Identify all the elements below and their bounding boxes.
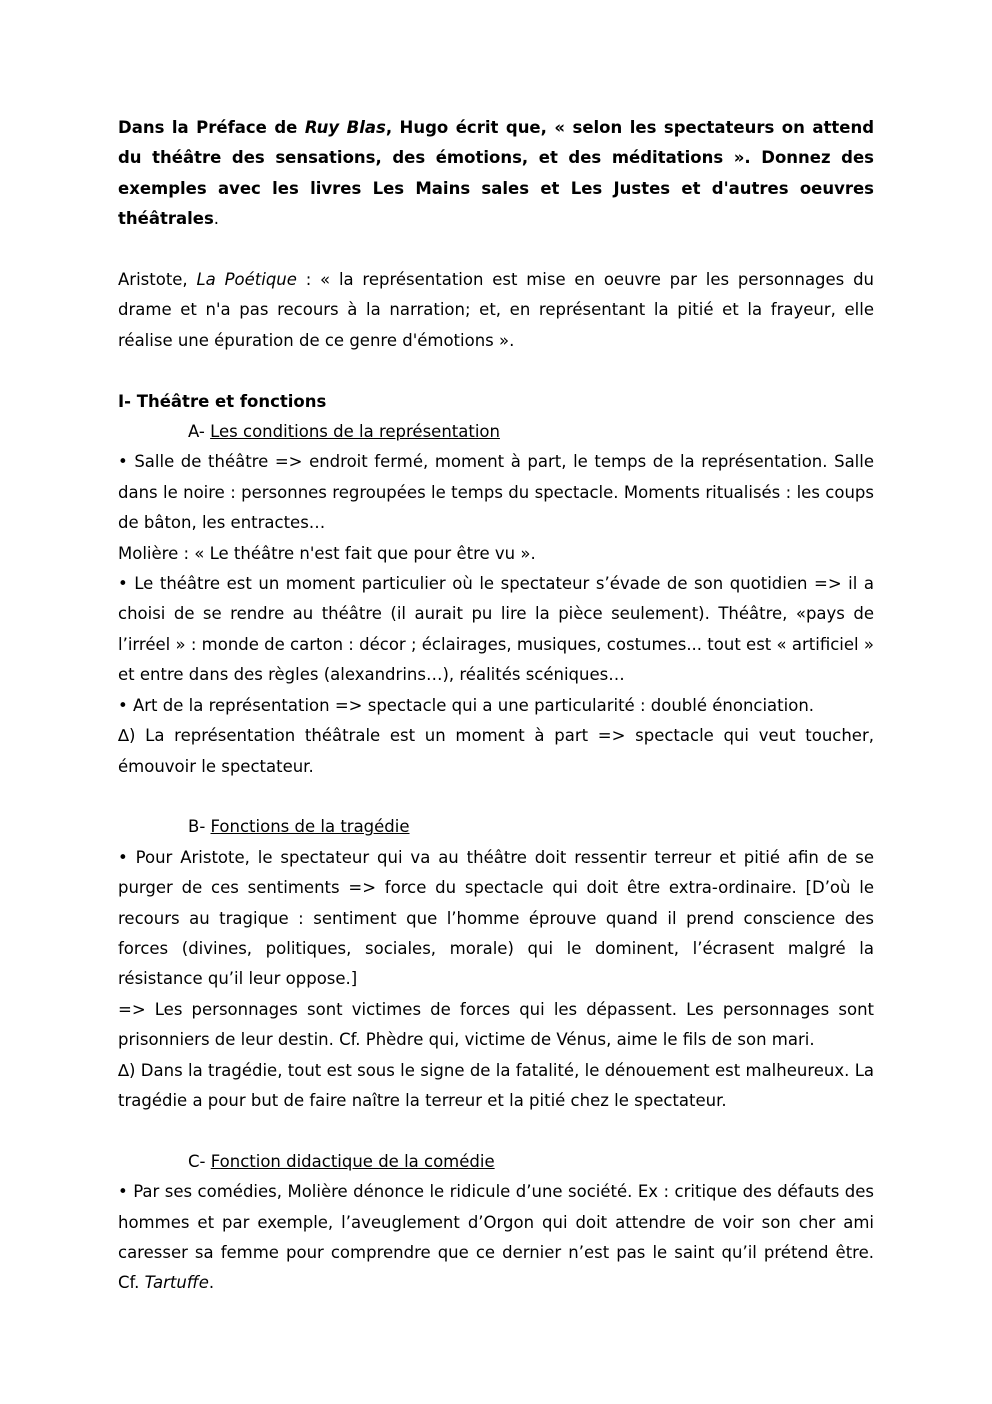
- paragraph-a3: • Le théâtre est un moment particulier où le spectateur s’évade de son quotidien => il a choisi de se rendre au théâtre (il aurait pu lire la pièce seulement). Théâtre, «pays de l’irréel » : monde de carton : décor ; éclairages, musiques, costumes... tout est « artificiel » et entre dans des règles (alexandrins…), réalités scéniques…: [118, 574, 874, 685]
- paragraph-b1: • Pour Aristote, le spectateur qui va au théâtre doit ressentir terreur et pitié afin de se purger de ces sentiments => force du spectacle qui doit être extra-ordinaire. [D’où le recours au tragique : sentiment que l’homme éprouve quand il prend conscience des forces (divines, politiques, sociales, morale) qui le dominent, l’écrasent malgré la résistance qu’il leur oppose.]: [118, 847, 874, 989]
- paragraph-c1-text: • Par ses comédies, Molière dénonce le ridicule d’une société. Ex : critique des défauts des hommes et par exemple, l’aveuglement d’Orgon qui doit attendre de voir son cher ami caresser sa femme pour comprendre que ce dernier n’est pas le saint qu’il prétend être. Cf.: [118, 1182, 874, 1293]
- question-part-1: Dans la Préface de: [118, 118, 305, 137]
- paragraph-a4: • Art de la représentation => spectacle qui a une particularité : doublé énonciation.: [118, 695, 815, 715]
- subsection-c-heading: [118, 1147, 874, 1177]
- question-title-ruy-blas: Ruy Blas: [304, 118, 386, 137]
- spacer: [118, 782, 874, 812]
- spacer: [118, 235, 874, 265]
- paragraph-b3: ∆) Dans la tragédie, tout est sous le signe de la fatalité, le dénouement est malheureux. La tragédie a pour but de faire naître la terreur et la pitié chez le spectateur.: [118, 1060, 874, 1110]
- quote-work-title: La Poétique: [196, 270, 297, 290]
- quote-text: : « la représentation est mise en oeuvre par les personnages du drame et n'a pas recours à la narration; et, en représentant la pitié et la frayeur, elle réalise une épuration de ce genre d'émotions ».: [118, 270, 874, 350]
- paragraph-b2: => Les personnages sont victimes de forces qui les dépassent. Les personnages sont prisonniers de leur destin. Cf. Phèdre qui, victime de Vénus, aime le fils de son mari.: [118, 999, 874, 1050]
- paragraph-a1: • Salle de théâtre => endroit fermé, moment à part, le temps de la représentation. Salle dans le noire : personnes regroupées le temps du spectacle. Moments ritualisés : les coups de bâton, les entractes…: [118, 452, 874, 533]
- paragraph-c1: [118, 1177, 874, 1299]
- essay-question: [118, 113, 874, 235]
- subsection-b-title: Fonctions de la tragédie: [210, 817, 410, 837]
- subsection-b-letter: B-: [188, 817, 211, 837]
- paragraph-a5: ∆) La représentation théâtrale est un moment à part => spectacle qui veut toucher, émouvoir le spectateur.: [118, 726, 874, 776]
- aristote-quote: [118, 265, 874, 356]
- question-part-3: , Hugo écrit que, « selon les spectateurs on attend du théâtre des sensations, des émotions, et des méditations ». Donnez des exemples avec les livres Les Mains sales et Les Justes et d'autres oeuvres théâtrales: [118, 118, 875, 229]
- spacer: [118, 1116, 874, 1146]
- document-body: [118, 113, 874, 1299]
- paragraph-c1-end: .: [208, 1273, 215, 1293]
- subsection-a-letter: A-: [188, 422, 211, 442]
- question-period: .: [213, 209, 220, 229]
- subsection-c-title: Fonction didactique de la comédie: [210, 1151, 495, 1171]
- quote-author: Aristote,: [118, 270, 197, 290]
- spacer: [118, 356, 874, 386]
- subsection-b-heading: [118, 812, 874, 842]
- subsection-a-heading: [118, 417, 874, 447]
- subsection-a-title: Les conditions de la représentation: [210, 422, 500, 442]
- tartuffe-title: Tartuffe: [144, 1273, 209, 1293]
- paragraph-a2: Molière : « Le théâtre n'est fait que pour être vu ».: [118, 543, 536, 563]
- section-heading: I- Théâtre et fonctions: [118, 391, 327, 411]
- subsection-c-letter: C-: [188, 1151, 211, 1171]
